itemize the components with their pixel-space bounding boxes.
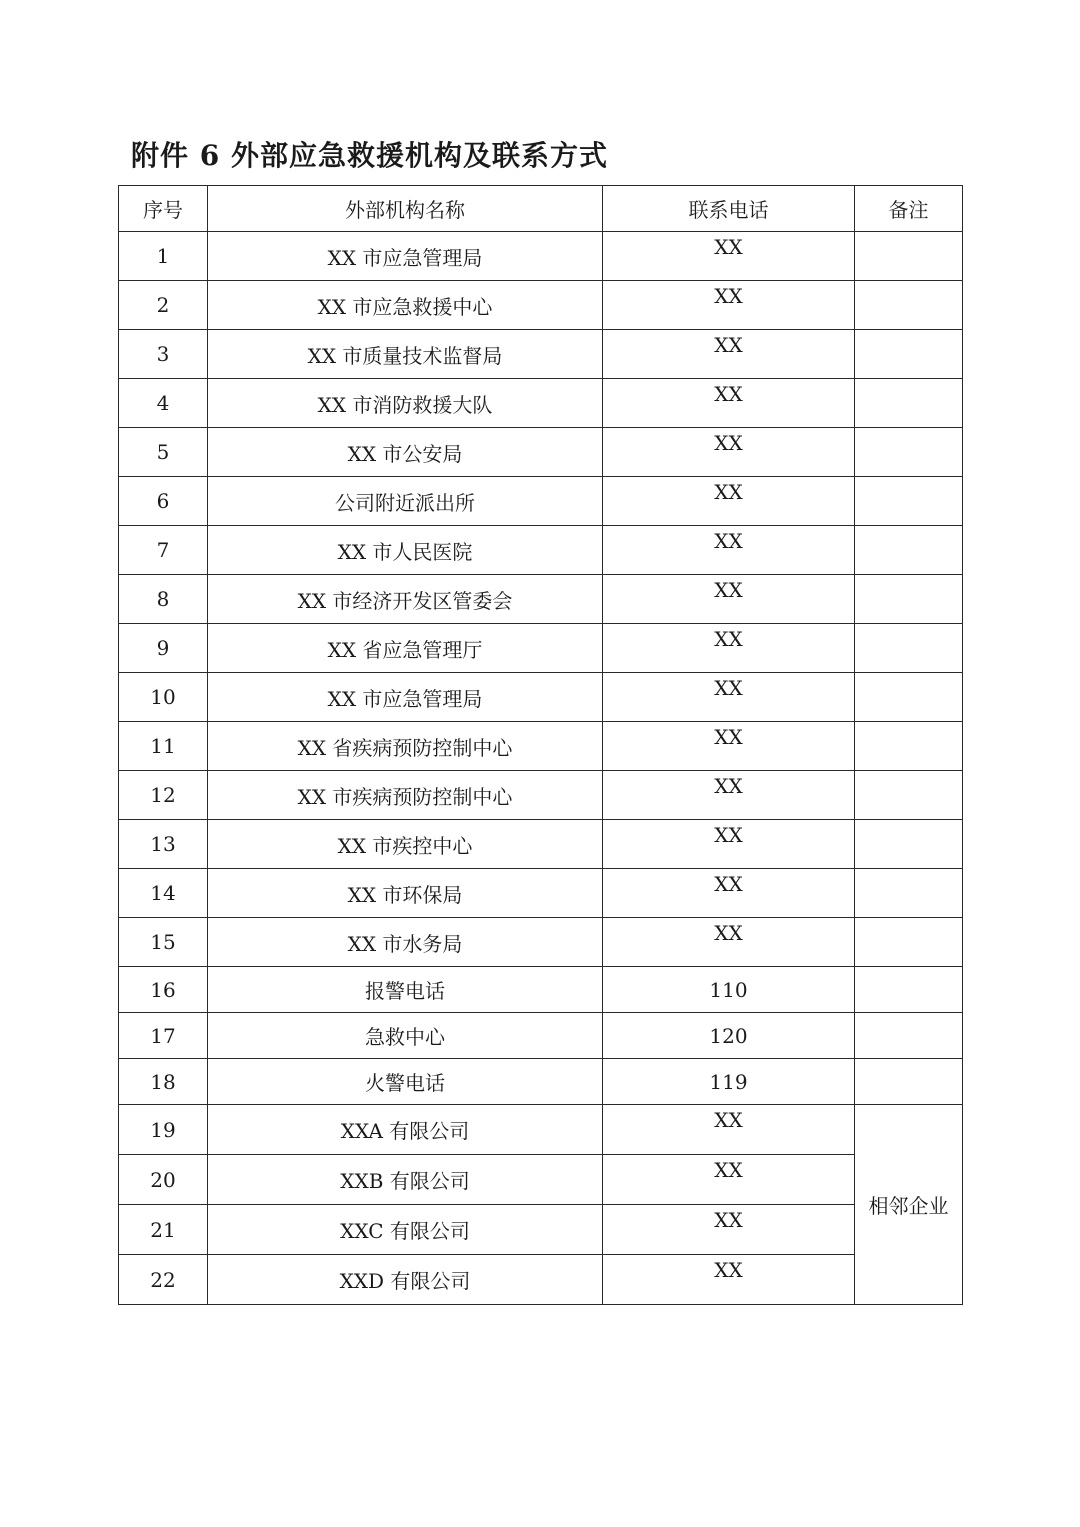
row-phone: XX <box>603 232 855 281</box>
row-note <box>855 232 963 281</box>
row-index: 22 <box>119 1255 208 1305</box>
row-org-name: XX 市疾病预防控制中心 <box>208 771 603 820</box>
row-index: 6 <box>119 477 208 526</box>
row-index: 16 <box>119 967 208 1013</box>
row-org-name: XX 市经济开发区管委会 <box>208 575 603 624</box>
row-index: 2 <box>119 281 208 330</box>
table-row <box>119 771 963 820</box>
header-phone: 联系电话 <box>603 186 855 232</box>
row-org-name: 火警电话 <box>208 1059 603 1105</box>
row-note <box>855 869 963 918</box>
row-index: 1 <box>119 232 208 281</box>
row-note <box>855 1013 963 1059</box>
row-phone: XX <box>603 624 855 673</box>
row-phone: XX <box>603 575 855 624</box>
row-index: 15 <box>119 918 208 967</box>
row-note <box>855 428 963 477</box>
row-index: 19 <box>119 1105 208 1155</box>
row-index: 18 <box>119 1059 208 1105</box>
row-phone: XX <box>603 820 855 869</box>
table-row <box>119 281 963 330</box>
row-index: 13 <box>119 820 208 869</box>
row-note <box>855 673 963 722</box>
row-org-name: XXB 有限公司 <box>208 1155 603 1205</box>
row-org-name: XX 市消防救援大队 <box>208 379 603 428</box>
page-title: 附件 6 外部应急救援机构及联系方式 <box>131 139 608 172</box>
table-row <box>119 1013 963 1059</box>
table-row <box>119 428 963 477</box>
row-index: 21 <box>119 1205 208 1255</box>
row-index: 4 <box>119 379 208 428</box>
table-row <box>119 330 963 379</box>
row-index: 17 <box>119 1013 208 1059</box>
row-index: 8 <box>119 575 208 624</box>
row-note <box>855 526 963 575</box>
row-index: 3 <box>119 330 208 379</box>
row-org-name: XXC 有限公司 <box>208 1205 603 1255</box>
table-row <box>119 967 963 1013</box>
row-org-name: XX 市人民医院 <box>208 526 603 575</box>
row-org-name: 急救中心 <box>208 1013 603 1059</box>
row-index: 5 <box>119 428 208 477</box>
row-org-name: XX 市质量技术监督局 <box>208 330 603 379</box>
row-org-name: XX 市环保局 <box>208 869 603 918</box>
row-org-name: XX 省疾病预防控制中心 <box>208 722 603 771</box>
row-index: 7 <box>119 526 208 575</box>
row-phone: XX <box>603 281 855 330</box>
row-phone: XX <box>603 330 855 379</box>
row-phone: XX <box>603 722 855 771</box>
table-row <box>119 1105 963 1155</box>
row-note <box>855 575 963 624</box>
header-org-name: 外部机构名称 <box>208 186 603 232</box>
row-note <box>855 771 963 820</box>
row-org-name: 报警电话 <box>208 967 603 1013</box>
row-org-name: XX 市应急管理局 <box>208 673 603 722</box>
row-phone: XX <box>603 771 855 820</box>
table-row <box>119 477 963 526</box>
table-row <box>119 1155 963 1205</box>
row-org-name: XX 市公安局 <box>208 428 603 477</box>
row-phone: XX <box>603 918 855 967</box>
table-row <box>119 232 963 281</box>
row-note <box>855 918 963 967</box>
row-note <box>855 722 963 771</box>
row-note <box>855 379 963 428</box>
row-index: 9 <box>119 624 208 673</box>
row-note <box>855 967 963 1013</box>
row-phone: XX <box>603 1205 855 1255</box>
row-note <box>855 624 963 673</box>
row-index: 14 <box>119 869 208 918</box>
row-phone: XX <box>603 428 855 477</box>
table-row <box>119 1255 963 1305</box>
row-note <box>855 330 963 379</box>
row-phone: XX <box>603 1155 855 1205</box>
row-note <box>855 1059 963 1105</box>
row-note <box>855 281 963 330</box>
row-index: 11 <box>119 722 208 771</box>
table-row <box>119 869 963 918</box>
table-row <box>119 379 963 428</box>
table-row <box>119 820 963 869</box>
header-row <box>119 186 963 232</box>
row-index: 12 <box>119 771 208 820</box>
row-phone: XX <box>603 477 855 526</box>
row-note <box>855 820 963 869</box>
table-row <box>119 575 963 624</box>
row-org-name: XX 省应急管理厅 <box>208 624 603 673</box>
row-phone: XX <box>603 1105 855 1155</box>
table-row <box>119 624 963 673</box>
row-org-name: XXD 有限公司 <box>208 1255 603 1305</box>
table-row <box>119 526 963 575</box>
header-index: 序号 <box>119 186 208 232</box>
row-phone: XX <box>603 869 855 918</box>
row-org-name: XX 市应急救援中心 <box>208 281 603 330</box>
header-note: 备注 <box>855 186 963 232</box>
row-index: 20 <box>119 1155 208 1205</box>
row-org-name: 公司附近派出所 <box>208 477 603 526</box>
row-phone: XX <box>603 379 855 428</box>
table-row <box>119 1059 963 1105</box>
row-org-name: XX 市疾控中心 <box>208 820 603 869</box>
table-row <box>119 1205 963 1255</box>
row-phone: 110 <box>603 967 855 1013</box>
table-row <box>119 722 963 771</box>
row-phone: XX <box>603 673 855 722</box>
row-org-name: XX 市水务局 <box>208 918 603 967</box>
merged-note-cell: 相邻企业 <box>855 1105 963 1305</box>
row-phone: 119 <box>603 1059 855 1105</box>
row-org-name: XXA 有限公司 <box>208 1105 603 1155</box>
table-row <box>119 673 963 722</box>
row-note <box>855 477 963 526</box>
row-phone: 120 <box>603 1013 855 1059</box>
row-phone: XX <box>603 526 855 575</box>
row-org-name: XX 市应急管理局 <box>208 232 603 281</box>
table-row <box>119 918 963 967</box>
row-index: 10 <box>119 673 208 722</box>
row-phone: XX <box>603 1255 855 1305</box>
contacts-table <box>118 185 963 1305</box>
